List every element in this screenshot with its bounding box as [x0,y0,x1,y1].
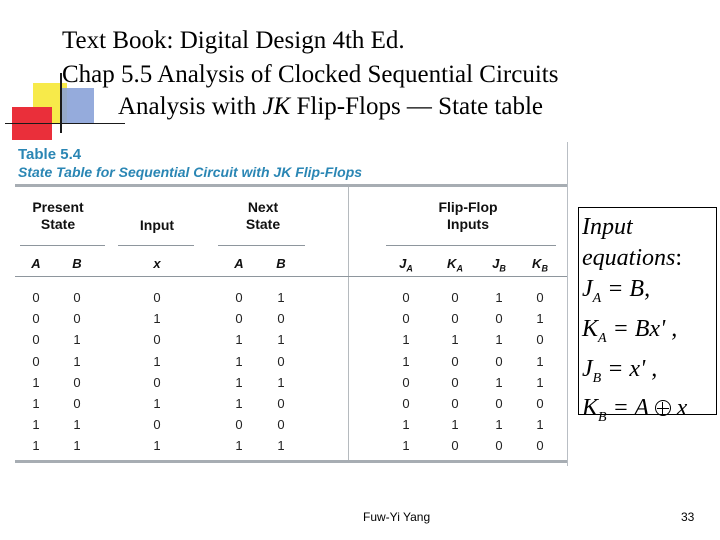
table-cell: 1 [277,290,285,305]
table-cell: 0 [235,417,243,433]
title-line-2: Chap 5.5 Analysis of Clocked Sequential Circuits [62,61,559,88]
table-cell: 1 [73,332,81,348]
table-cell: 0 [277,396,285,411]
table-cell: 1 [451,417,459,433]
table-cell: 0 [235,311,243,327]
table-cell: 0 [32,353,40,369]
table-cell: 1 [495,332,503,348]
table-cell: 0 [536,438,544,454]
table-cell: 1 [153,438,161,454]
table-cell: 0 [495,438,503,454]
table-cell: 1 [235,396,243,411]
table-cell: 1 [153,311,161,327]
table-cell: 0 [73,396,81,411]
table-cell: 0 [451,374,459,390]
title-line-3: Analysis with JK Flip-Flops — State table [118,93,544,120]
xor-icon [655,400,671,416]
table-cell: 1 [277,438,285,454]
header-flipflop-inputs: Flip-Flop Inputs [438,199,498,232]
table-cell: 0 [277,353,285,369]
col-x: x [153,256,161,271]
table-cell: 1 [277,374,285,390]
decor-blue-block [62,88,94,124]
table-cell: 0 [32,290,40,305]
table-bottom-rule [15,460,567,463]
table-cell: 0 [153,374,161,390]
table-cell: 0 [451,396,459,411]
table-cell: 1 [73,353,81,369]
input-equations [582,212,687,433]
table-cell: 0 [153,417,161,433]
input-underline [118,245,194,246]
table-cell: 0 [402,396,410,411]
table-cell: 1 [73,417,81,433]
table-cell: 1 [402,332,410,348]
table-cell: 1 [402,353,410,369]
footer-author: Fuw-Yi Yang [363,510,431,524]
header-separator-rule [15,276,567,277]
table-cell: 0 [536,332,544,348]
equation-ja: $J_A = B$, [582,276,651,306]
table-cell: 0 [277,417,285,433]
table-cell: 0 [153,332,161,348]
table-cell: 0 [73,311,81,327]
table-cell: 1 [153,353,161,369]
header-input: Input [139,217,175,233]
next-state-underline [218,245,305,246]
input-equations-box [578,207,717,426]
decor-horizontal-line [5,123,125,124]
equation-ka: $K_A = Bx'$ , [582,315,678,346]
present-state-underline [20,245,105,246]
header-next-state: Next State [245,199,281,232]
equations-label-line-1: Input [582,214,633,240]
table-cell: 1 [536,311,544,327]
table-cell: 1 [32,438,40,454]
col-ka: $K_A$ [447,256,463,274]
flipflop-underline [386,245,556,246]
table-cell: 1 [73,438,81,454]
col-kb: $K_B$ [532,256,548,274]
table-cell: 0 [495,396,503,411]
table-column-separator [348,187,349,460]
table-cell: 0 [402,374,410,390]
table-cell: 0 [536,396,544,411]
table-cell: 1 [235,438,243,454]
table-cell: 0 [451,353,459,369]
table-cell: 0 [235,290,243,305]
table-caption-number: Table 5.4 [18,146,82,163]
table-cell: 1 [235,332,243,348]
table-cell: 0 [451,438,459,454]
table-cell: 1 [402,438,410,454]
table-cell: 1 [32,396,40,411]
col-next-a: A [234,256,244,271]
table-cell: 1 [495,417,503,433]
table-cell: 0 [495,353,503,369]
table-cell: 0 [402,311,410,327]
table-cell: 0 [402,290,410,305]
table-cell: 1 [495,374,503,390]
table-cell: 0 [32,332,40,348]
table-top-rule [15,184,567,187]
table-cell: 1 [402,417,410,433]
table-cell: 0 [495,311,503,327]
table-cell: 0 [277,311,285,327]
table-cell: 0 [73,290,81,305]
table-cell: 1 [495,290,503,305]
table-cell: 1 [32,374,40,390]
table-cell: 1 [277,332,285,348]
header-present-state: Present State [32,199,84,232]
table-cell: 0 [73,374,81,390]
table-cell: 1 [536,353,544,369]
page-number: 33 [681,510,695,524]
table-cell: 1 [235,374,243,390]
col-jb: $J_B$ [492,256,506,274]
equation-kb: $K_B = A$ x [582,395,688,426]
table-cell: 0 [153,290,161,305]
table-cell: 0 [451,311,459,327]
col-b: B [72,256,82,271]
table-cell: 1 [536,374,544,390]
table-cell: 1 [235,353,243,369]
equation-jb: $J_B = x'$ , [582,355,658,386]
col-a: A [31,256,41,271]
equations-label-line-2: equations: [582,245,682,271]
table-cell: 1 [32,417,40,433]
table-cell: 1 [451,332,459,348]
state-table [15,142,568,466]
table-cell: 1 [153,396,161,411]
table-caption-title: State Table for Sequential Circuit with JK Flip-Flops [18,164,363,180]
table-cell: 0 [536,290,544,305]
col-ja: $J_A$ [399,256,413,274]
table-cell: 0 [451,290,459,305]
table-cell: 0 [32,311,40,327]
title-line-1: Text Book: Digital Design 4th Ed. [62,27,405,54]
table-cell: 1 [536,417,544,433]
col-next-b: B [276,256,286,271]
